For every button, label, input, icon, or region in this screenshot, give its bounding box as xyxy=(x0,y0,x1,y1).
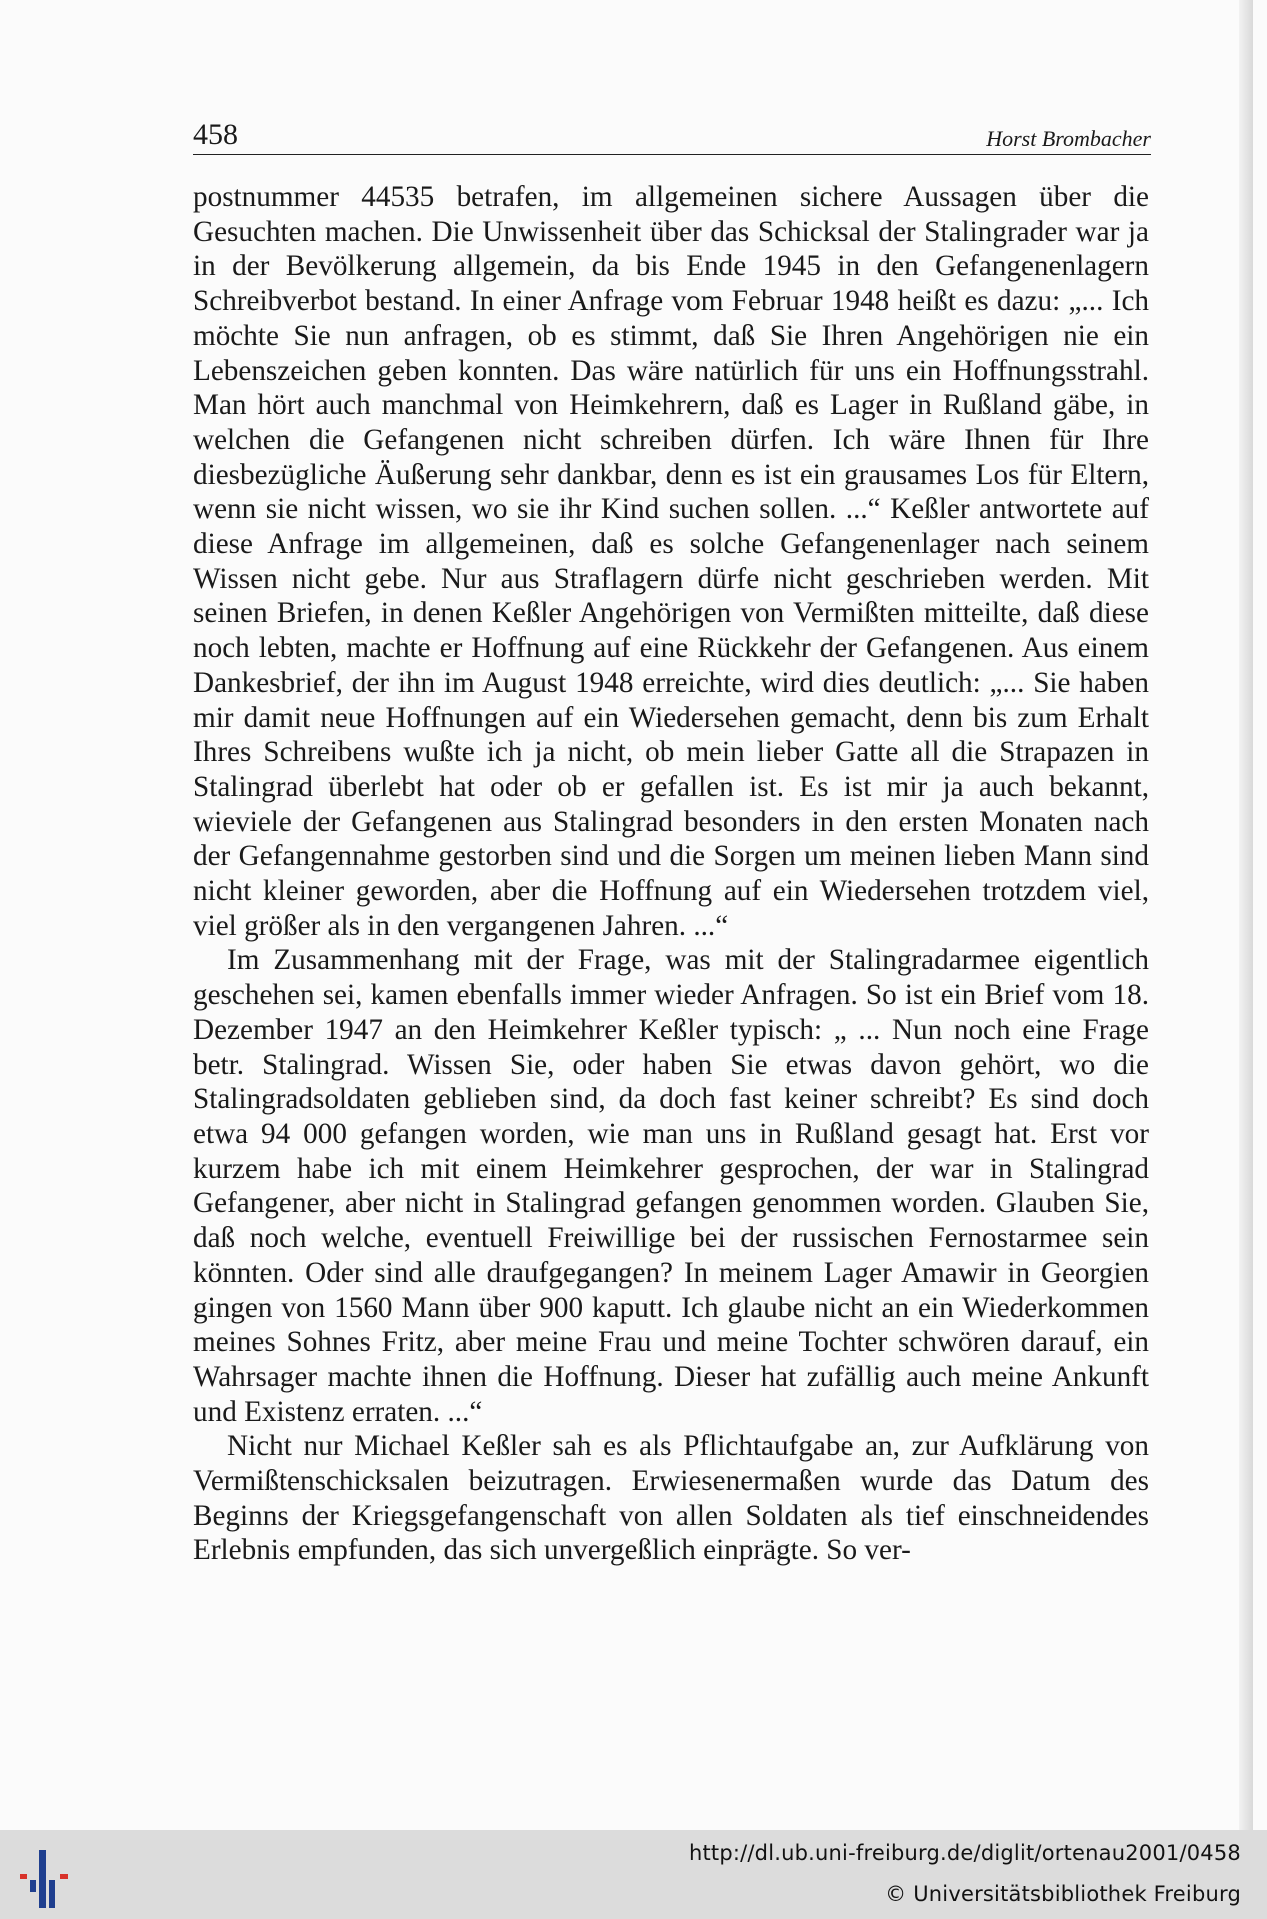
copyright-notice: © Universitätsbibliothek Freiburg xyxy=(885,1882,1241,1906)
page-edge-shadow xyxy=(1239,0,1253,1830)
paragraph-2: Im Zusammenhang mit der Frage, was mit der Stalingradarmee eigentlich geschehen sei, kamen ebenfalls immer wieder Anfragen. So ist ein Brief vom 18. Dezember 1947 an den Heimkehrer Keßler typisch: „ ... Nun noch eine Frage betr. Stalingrad. Wissen Sie, oder haben Sie etwas davon gehört, wo die Stalingradsoldaten geblieben sind, da doch fast keiner schreibt? Es sind doch etwa 94 000 gefangen worden, wie man uns in Rußland gesagt hat. Erst vor kurzem habe ich mit einem Heimkehrer gesprochen, der war in Stalingrad Gefangener, aber nicht in Stalingrad gefangen genommen worden. Glauben Sie, daß noch welche, eventuell Freiwillige bei der russischen Fernostarmee sein könnten. Oder sind alle draufgegangen? In meinem Lager Amawir in Georgien gingen von 1560 Mann über 900 kaputt. Ich glaube nicht an ein Wiederkommen meines Sohnes Fritz, aber meine Frau und meine Tochter schwören darauf, ein Wahrsager machte ihnen die Hoffnung. Dieser hat zufällig auch meine Ankunft und Existenz erraten. ...“ xyxy=(193,944,1149,1428)
source-url-link[interactable]: http://dl.ub.uni-freiburg.de/diglit/ortenau2001/0458 xyxy=(688,1841,1241,1865)
page-number: 458 xyxy=(193,118,238,151)
page-header xyxy=(193,106,1151,155)
ub-freiburg-logo-icon xyxy=(20,1842,80,1908)
body-text xyxy=(193,180,1149,1568)
paragraph-3: Nicht nur Michael Keßler sah es als Pflichtaufgabe an, zur Aufklärung von Vermißtenschicksalen beizutragen. Erwiesenermaßen wurde das Datum des Beginns der Kriegsgefangenschaft von allen Soldaten als tief einschneidendes Erlebnis empfunden, das sich unvergeßlich einprägte. So ver- xyxy=(193,1430,1149,1567)
footer-bar xyxy=(0,1830,1267,1919)
running-head-author: Horst Brombacher xyxy=(986,126,1151,151)
paragraph-1: postnummer 44535 betrafen, im allgemeinen sichere Aussagen über die Gesuchten machen. Die Unwissenheit über das Schicksal der Stalingrader war ja in der Bevölkerung allgemein, da bis Ende 1945 in den Gefangenenlagern Schreibverbot bestand. In einer Anfrage vom Februar 1948 heißt es dazu: „... Ich möchte Sie nun anfragen, ob es stimmt, daß Sie Ihren Angehörigen nie ein Lebenszeichen geben konnten. Das wäre natürlich für uns ein Hoffnungsstrahl. Man hört auch manchmal von Heimkehrern, daß es Lager in Rußland gäbe, in welchen die Gefangenen nicht schreiben dürfen. Ich wäre Ihnen für Ihre diesbezügliche Äußerung sehr dankbar, denn es ist ein grausames Los für Eltern, wenn sie nicht wissen, wo sie ihr Kind suchen sollen. ...“ Keßler antwortete auf diese Anfrage im allgemeinen, daß es solche Gefangenenlager nach seinem Wissen nicht gebe. Nur aus Straflagern dürfe nicht geschrieben werden. Mit seinen Briefen, in denen Keßler Angehörigen von Vermißten mitteilte, daß diese noch lebten, machte er Hoffnung auf eine Rückkehr der Gefangenen. Aus einem Dankesbrief, der ihn im August 1948 erreichte, wird dies deutlich: „... Sie haben mir damit neue Hoffnungen auf ein Wiedersehen gemacht, denn bis zum Erhalt Ihres Schreibens wußte ich ja nicht, ob mein lieber Gatte all die Strapazen in Stalingrad überlebt hat oder ob er gefallen ist. Es ist mir ja auch bekannt, wieviele der Gefangenen aus Stalingrad besonders in den ersten Monaten nach der Gefangennahme gestorben sind und die Sorgen um meinen lieben Mann sind nicht kleiner geworden, aber die Hoffnung auf ein Wiedersehen trotzdem viel, viel größer als in den vergangenen Jahren. ...“ xyxy=(193,181,1149,942)
